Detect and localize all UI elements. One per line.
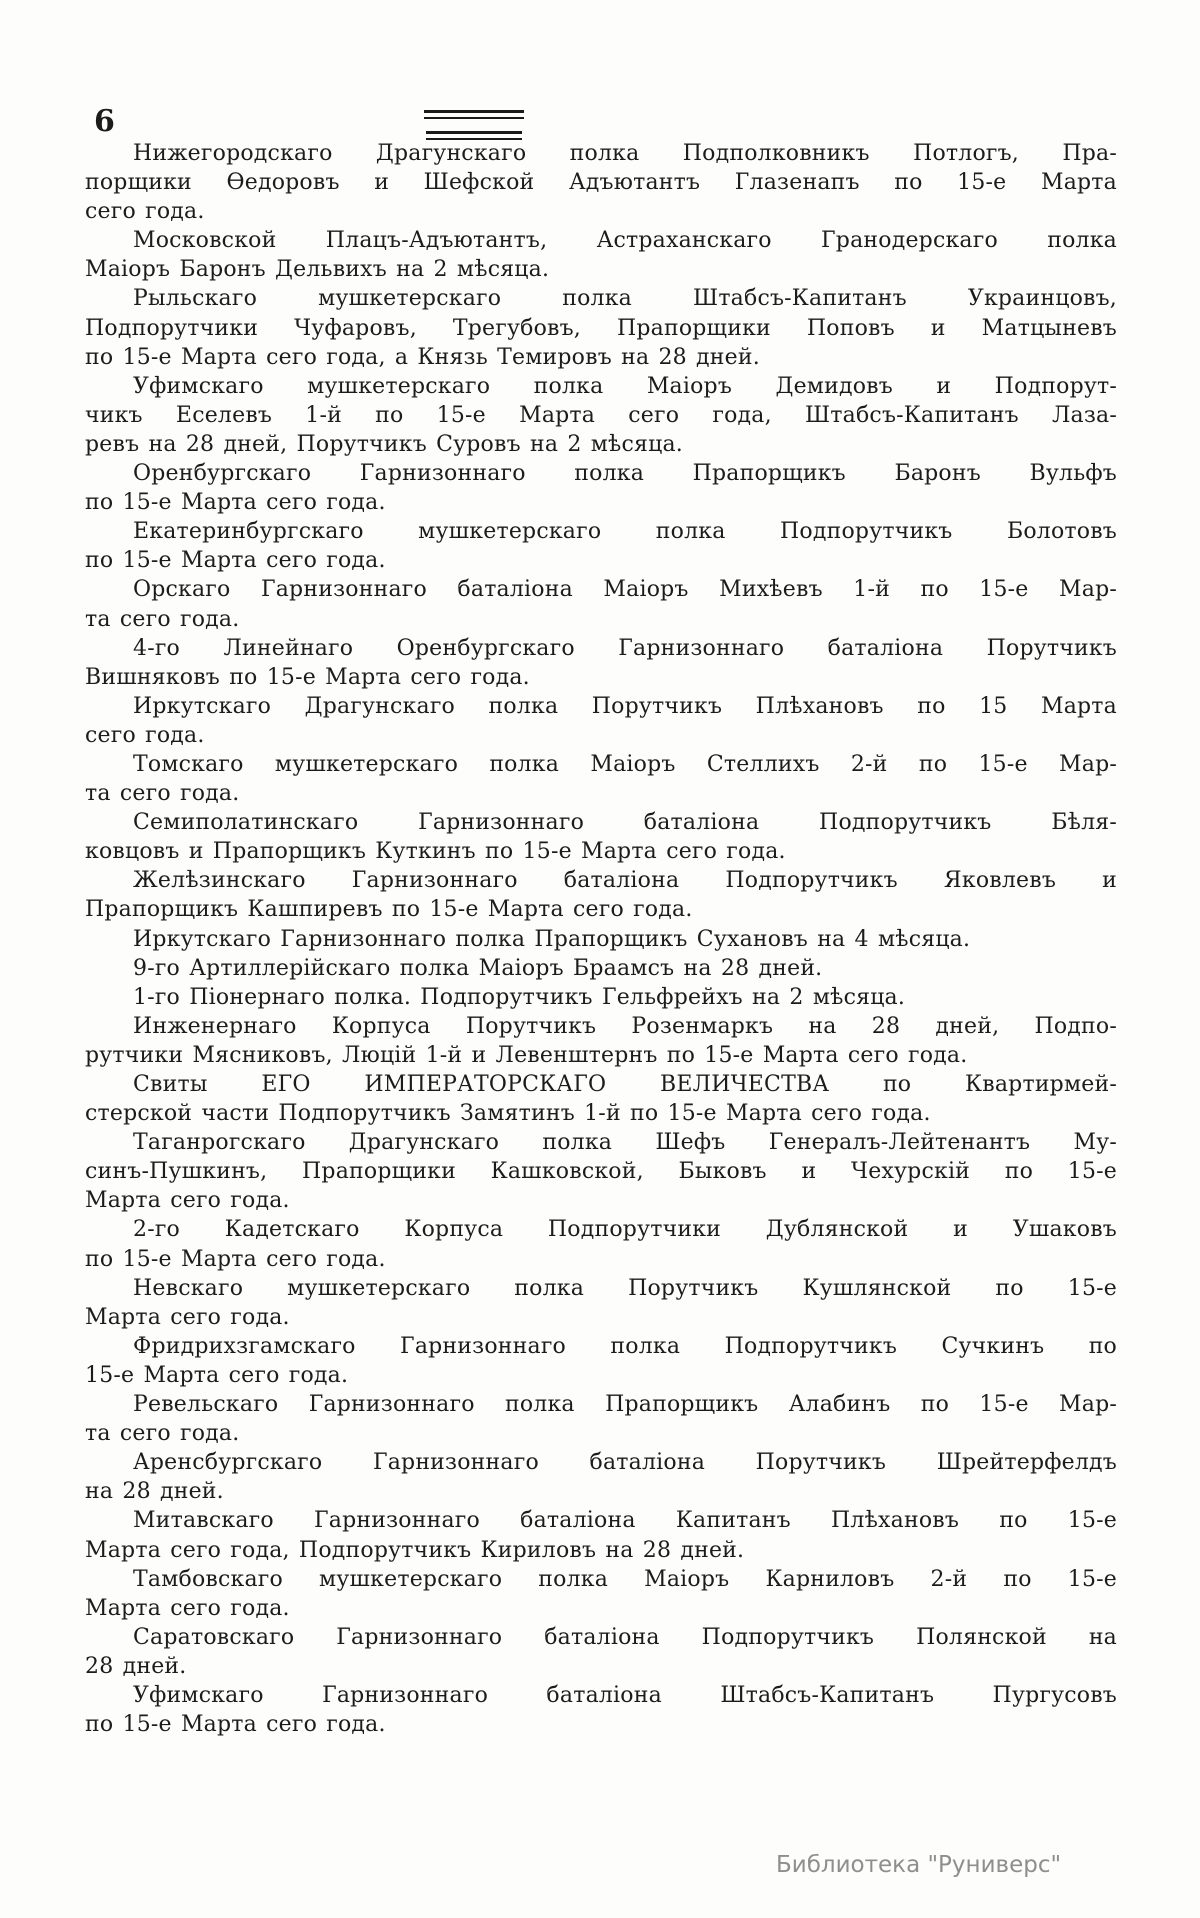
body-text-line: ковцовъ и Прапорщикъ Куткинъ по 15-е Марта сего года. (85, 839, 786, 865)
body-text-line: Екатеринбургскаго мушкетерскаго полка Подпорутчикъ Болотовъ (133, 519, 1117, 545)
body-text-line: Орскаго Гарнизоннаго баталіона Маіоръ Михѣевъ 1-й по 15-е Мар- (133, 577, 1117, 603)
body-text-line: 1-го Піонернаго полка. Подпорутчикъ Гельфрейхъ на 2 мѣсяца. (133, 984, 906, 1010)
body-text-line: Рыльскаго мушкетерскаго полка Штабсъ-Капитанъ Украинцовъ, (133, 286, 1117, 312)
body-text-line: Тамбовскаго мушкетерскаго полка Маіоръ Карниловъ 2-й по 15-е (133, 1566, 1117, 1592)
body-text-line: Саратовскаго Гарнизоннаго баталіона Подпорутчикъ Полянской на (133, 1624, 1117, 1650)
body-text-line: Марта сего года. (85, 1188, 290, 1214)
body-text-line: по 15-е Марта сего года. (85, 490, 386, 516)
body-text-line: стерской части Подпорутчикъ Замятинъ 1-й по 15-е Марта сего года. (85, 1101, 931, 1127)
body-text-line: Митавскаго Гарнизоннаго баталіона Капитанъ Плѣхановъ по 15-е (133, 1508, 1117, 1534)
body-text-line: по 15-е Марта сего года, а Князь Темировъ на 28 дней. (85, 344, 760, 370)
body-text-line: Таганрогскаго Драгунскаго полка Шефъ Генералъ-Лейтенантъ Му- (133, 1130, 1117, 1156)
body-text-line: Уфимскаго мушкетерскаго полка Маіоръ Демидовъ и Подпорут- (133, 373, 1117, 399)
body-text-line: Свиты ЕГО ИМПЕРАТОРСКАГО ВЕЛИЧЕСТВА по Квартирмей- (133, 1072, 1117, 1097)
body-text-line: та сего года. (85, 606, 240, 632)
body-text-line: Марта сего года, Подпорутчикъ Кириловъ на 28 дней. (85, 1537, 745, 1563)
body-text-line: Инженернаго Корпуса Порутчикъ Розенмаркъ на 28 дней, Подпо- (133, 1013, 1117, 1039)
body-text-line: на 28 дней. (85, 1479, 224, 1505)
body-text-line: 4-го Линейнаго Оренбургскаго Гарнизоннаго баталіона Порутчикъ (133, 635, 1117, 661)
body-text-line: Московской Плацъ-Адъютантъ, Астраханскаго Гранодерскаго полка (133, 228, 1117, 254)
body-text-line: 2-го Кадетскаго Корпуса Подпорутчики Дублянской и Ушаковъ (133, 1217, 1117, 1243)
body-text-line: ревъ на 28 дней, Порутчикъ Суровъ на 2 мѣсяца. (85, 431, 683, 457)
body-text-line: по 15-е Марта сего года. (85, 548, 386, 574)
body-text-line: Марта сего года. (85, 1304, 290, 1330)
body-text-line: чикъ Еселевъ 1-й по 15-е Марта сего года, Штабсъ-Капитанъ Лаза- (85, 402, 1117, 428)
body-text-line: Аренсбургскаго Гарнизоннаго баталіона Порутчикъ Шрейтерфелдъ (133, 1450, 1117, 1476)
body-text-line: синъ-Пушкинъ, Прапорщики Кашковской, Быковъ и Чехурскій по 15-е (85, 1159, 1117, 1185)
page-number: 6 (94, 104, 115, 139)
body-text-line: Семиполатинскаго Гарнизоннаго баталіона Подпорутчикъ Бѣля- (133, 810, 1117, 836)
body-text-line: 28 дней. (85, 1653, 187, 1679)
body-text-line: сего года. (85, 722, 205, 748)
library-watermark: Библиотека "Руниверс" (776, 1852, 1062, 1878)
body-text-line: Вишняковъ по 15-е Марта сего года. (85, 664, 530, 690)
body-text-line: Маіоръ Баронъ Дельвихъ на 2 мѣсяца. (85, 257, 550, 283)
body-text-line: Желѣзинскаго Гарнизоннаго баталіона Подпорутчикъ Яковлевъ и (133, 868, 1117, 894)
body-text-line: та сего года. (85, 1421, 240, 1447)
body-text-line: по 15-е Марта сего года. (85, 1712, 386, 1738)
body-text-line: Томскаго мушкетерскаго полка Маіоръ Стеллихъ 2-й по 15-е Мар- (133, 751, 1117, 777)
body-text-line: сего года. (85, 199, 205, 225)
body-text-line: Иркутскаго Гарнизоннаго полка Прапорщикъ Сухановъ на 4 мѣсяца. (133, 926, 971, 952)
body-text-line: Прапорщикъ Кашпиревъ по 15-е Марта сего года. (85, 897, 693, 923)
body-text-line: Уфимскаго Гарнизоннаго баталіона Штабсъ-Капитанъ Пургусовъ (133, 1682, 1117, 1708)
body-text-line: 9-го Артиллерійскаго полка Маіоръ Браамсъ на 28 дней. (133, 955, 823, 981)
body-text-line: Оренбургскаго Гарнизоннаго полка Прапорщикъ Баронъ Вульфъ (133, 461, 1117, 487)
body-text-line: Марта сего года. (85, 1595, 290, 1621)
body-text-line: по 15-е Марта сего года. (85, 1246, 386, 1272)
body-text-line: Фридрихзгамскаго Гарнизоннаго полка Подпорутчикъ Сучкинъ по (133, 1333, 1117, 1359)
body-text-line: Ревельскаго Гарнизоннаго полка Прапорщикъ Алабинъ по 15-е Мар- (133, 1392, 1117, 1418)
body-text-line: рутчики Мясниковъ, Люцій 1-й и Левенштернъ по 15-е Марта сего года. (85, 1042, 968, 1068)
divider-rule-top (424, 110, 524, 119)
body-text-line: Подпорутчики Чуфаровъ, Трегубовъ, Прапорщики Поповъ и Матцыневъ (85, 315, 1117, 341)
text-block (85, 139, 1117, 1739)
body-text-line: та сего года. (85, 781, 240, 807)
body-text-line: Невскаго мушкетерскаго полка Порутчикъ Кушлянской по 15-е (133, 1275, 1117, 1301)
section-divider-ornament (424, 110, 524, 140)
body-text-line: Нижегородскаго Драгунскаго полка Подполковникъ Потлогъ, Пра- (133, 141, 1117, 166)
body-text-line: порщики Ѳедоровъ и Шефской Адъютантъ Глазенапъ по 15-е Марта (85, 170, 1117, 196)
body-text-line: Иркутскаго Драгунскаго полка Порутчикъ Плѣхановъ по 15 Марта (133, 693, 1117, 719)
body-text-line: 15-е Марта сего года. (85, 1362, 349, 1388)
